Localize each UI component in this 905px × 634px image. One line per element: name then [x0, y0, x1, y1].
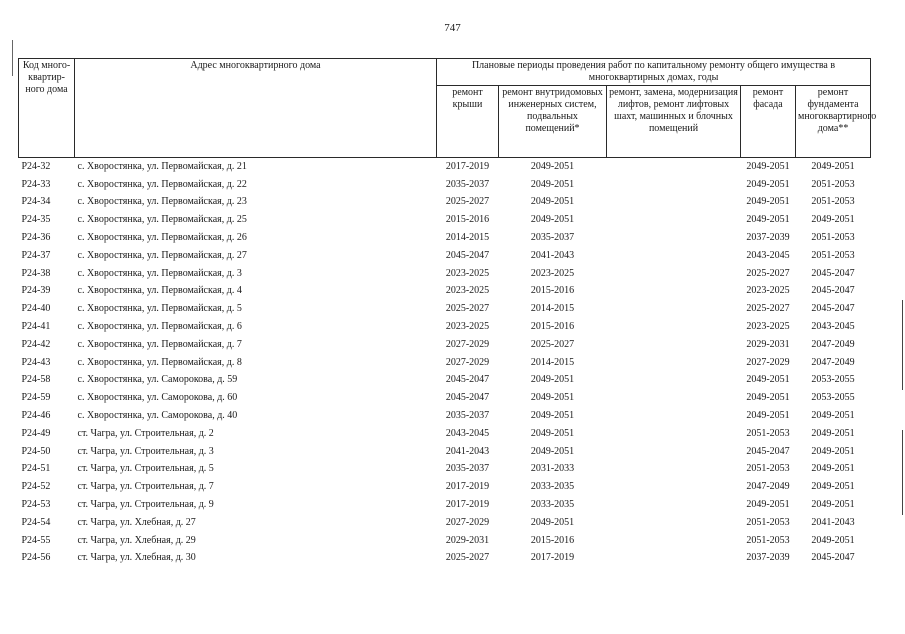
cell-engineering: 2049-2051: [530, 178, 575, 190]
cell-roof: 2029-2031: [445, 534, 490, 546]
cell-engineering: 2049-2051: [530, 214, 575, 226]
cell-code: P24-32: [21, 160, 51, 172]
cell-lifts: [607, 176, 741, 194]
cell-roof: 2014-2015: [445, 232, 490, 244]
scan-edge-mark: [12, 40, 13, 76]
cell-address: с. Хворостянка, ул. Первомайская, д. 7: [77, 338, 242, 350]
cell-lifts: [607, 229, 741, 247]
cell-engineering: 2031-2033: [530, 463, 575, 475]
cell-lifts: [607, 461, 741, 479]
cell-foundation: 2049-2051: [811, 427, 855, 439]
capital-repair-table: [18, 58, 877, 567]
cell-lifts: [607, 300, 741, 318]
table-header: [19, 59, 877, 158]
cell-facade: 2047-2049: [746, 481, 790, 493]
cell-address: ст. Чагра, ул. Строительная, д. 5: [77, 463, 214, 475]
cell-foundation: 2049-2051: [811, 445, 855, 457]
cell-code: P24-41: [21, 321, 51, 333]
table-row: [19, 389, 871, 407]
cell-facade: 2049-2051: [746, 160, 790, 172]
cell-facade: 2045-2047: [746, 445, 790, 457]
cell-engineering: 2049-2051: [530, 427, 575, 439]
cell-roof: 2041-2043: [445, 445, 490, 457]
cell-engineering: 2049-2051: [530, 410, 575, 422]
cell-facade: 2037-2039: [746, 232, 790, 244]
cell-roof: 2025-2027: [445, 552, 490, 564]
cell-engineering: 2025-2027: [530, 338, 575, 350]
cell-code: P24-59: [21, 392, 51, 404]
cell-code: P24-52: [21, 481, 51, 493]
cell-facade: 2049-2051: [746, 392, 790, 404]
cell-foundation: 2047-2049: [811, 356, 855, 368]
cell-engineering: 2015-2016: [530, 534, 575, 546]
cell-lifts: [607, 478, 741, 496]
cell-foundation: 2045-2047: [811, 303, 855, 315]
cell-code: P24-58: [21, 374, 51, 386]
header-lifts: ремонт, замена, модернизация лифтов, ремонт лифтовых шахт, машинных и блочных помещений: [607, 86, 741, 158]
cell-engineering: 2049-2051: [530, 160, 575, 172]
cell-facade: 2025-2027: [746, 267, 790, 279]
cell-lifts: [607, 336, 741, 354]
header-periods: Плановые периоды проведения работ по капитальному ремонту общего имущества в многоквартирных домах, годы: [437, 59, 871, 86]
cell-address: с. Хворостянка, ул. Первомайская, д. 3: [77, 267, 242, 279]
cell-lifts: [607, 550, 741, 568]
table-row: [19, 354, 871, 372]
table-row: [19, 176, 871, 194]
cell-code: P24-55: [21, 534, 51, 546]
cell-roof: 2027-2029: [445, 338, 490, 350]
table-row: [19, 407, 871, 425]
cell-roof: 2023-2025: [445, 267, 490, 279]
cell-code: P24-35: [21, 214, 51, 226]
table-row: [19, 247, 871, 265]
table-row: [19, 514, 871, 532]
table-row: [19, 461, 871, 479]
cell-code: P24-36: [21, 232, 51, 244]
cell-facade: 2027-2029: [746, 356, 790, 368]
cell-code: P24-33: [21, 178, 51, 190]
cell-address: ст. Чагра, ул. Хлебная, д. 29: [77, 534, 196, 546]
table-row: [19, 425, 871, 443]
header-address: Адрес многоквартирного дома: [75, 59, 437, 158]
header-foundation: ремонт фундамента многоквартирного дома**: [796, 86, 871, 158]
cell-facade: 2049-2051: [746, 410, 790, 422]
cell-code: P24-49: [21, 427, 51, 439]
cell-address: с. Хворостянка, ул. Саморокова, д. 59: [77, 374, 238, 386]
cell-roof: 2023-2025: [445, 321, 490, 333]
cell-code: P24-51: [21, 463, 51, 475]
header-engineering: ремонт внутридомовых инженерных систем, подвальных помещений*: [499, 86, 607, 158]
cell-foundation: 2049-2051: [811, 481, 855, 493]
cell-engineering: 2014-2015: [530, 356, 575, 368]
cell-facade: 2051-2053: [746, 427, 790, 439]
cell-lifts: [607, 443, 741, 461]
cell-address: ст. Чагра, ул. Строительная, д. 7: [77, 481, 214, 493]
cell-foundation: 2053-2055: [811, 374, 855, 386]
cell-address: с. Хворостянка, ул. Первомайская, д. 6: [77, 321, 242, 333]
cell-code: P24-39: [21, 285, 51, 297]
header-code: Код много-квартир-ного дома: [19, 59, 75, 158]
cell-roof: 2027-2029: [445, 356, 490, 368]
cell-facade: 2037-2039: [746, 552, 790, 564]
cell-engineering: 2033-2035: [530, 499, 575, 511]
cell-roof: 2045-2047: [445, 249, 490, 261]
cell-foundation: 2051-2053: [811, 232, 855, 244]
cell-address: с. Хворостянка, ул. Первомайская, д. 23: [77, 196, 247, 208]
cell-address: ст. Чагра, ул. Строительная, д. 2: [77, 427, 214, 439]
cell-code: P24-46: [21, 410, 51, 422]
cell-foundation: 2049-2051: [811, 534, 855, 546]
cell-lifts: [607, 194, 741, 212]
table-row: [19, 194, 871, 212]
header-roof: ремонт крыши: [437, 86, 499, 158]
cell-roof: 2015-2016: [445, 214, 490, 226]
cell-address: ст. Чагра, ул. Хлебная, д. 27: [77, 516, 196, 528]
cell-code: P24-54: [21, 516, 51, 528]
cell-lifts: [607, 532, 741, 550]
cell-roof: 2017-2019: [445, 160, 490, 172]
cell-facade: 2049-2051: [746, 214, 790, 226]
table-row: [19, 372, 871, 390]
cell-facade: 2051-2053: [746, 516, 790, 528]
cell-foundation: 2051-2053: [811, 196, 855, 208]
cell-lifts: [607, 407, 741, 425]
cell-engineering: 2015-2016: [530, 285, 575, 297]
cell-address: с. Хворостянка, ул. Саморокова, д. 40: [77, 410, 238, 422]
cell-code: P24-34: [21, 196, 51, 208]
cell-facade: 2049-2051: [746, 196, 790, 208]
cell-lifts: [607, 354, 741, 372]
cell-code: P24-37: [21, 249, 51, 261]
cell-foundation: 2043-2045: [811, 321, 855, 333]
cell-lifts: [607, 283, 741, 301]
table-row: [19, 265, 871, 283]
cell-facade: 2043-2045: [746, 249, 790, 261]
cell-foundation: 2049-2051: [811, 214, 855, 226]
cell-roof: 2035-2037: [445, 410, 490, 422]
cell-lifts: [607, 247, 741, 265]
cell-lifts: [607, 211, 741, 229]
cell-engineering: 2049-2051: [530, 196, 575, 208]
cell-facade: 2051-2053: [746, 463, 790, 475]
cell-roof: 2017-2019: [445, 481, 490, 493]
cell-facade: 2049-2051: [746, 499, 790, 511]
table-row: [19, 229, 871, 247]
cell-engineering: 2049-2051: [530, 445, 575, 457]
cell-address: с. Хворостянка, ул. Первомайская, д. 26: [77, 232, 247, 244]
cell-address: с. Хворостянка, ул. Первомайская, д. 5: [77, 303, 242, 315]
cell-foundation: 2049-2051: [811, 463, 855, 475]
cell-foundation: 2051-2053: [811, 249, 855, 261]
cell-address: с. Хворостянка, ул. Первомайская, д. 25: [77, 214, 247, 226]
cell-engineering: 2049-2051: [530, 516, 575, 528]
table-row: [19, 283, 871, 301]
cell-roof: 2035-2037: [445, 463, 490, 475]
cell-roof: 2043-2045: [445, 427, 490, 439]
cell-engineering: 2033-2035: [530, 481, 575, 493]
cell-lifts: [607, 372, 741, 390]
table-row: [19, 158, 871, 176]
cell-address: ст. Чагра, ул. Строительная, д. 9: [77, 499, 214, 511]
cell-roof: 2045-2047: [445, 392, 490, 404]
cell-code: P24-50: [21, 445, 51, 457]
page-number: 747: [444, 22, 461, 34]
cell-engineering: 2023-2025: [530, 267, 575, 279]
cell-engineering: 2049-2051: [530, 374, 575, 386]
cell-facade: 2051-2053: [746, 534, 790, 546]
cell-address: с. Хворостянка, ул. Первомайская, д. 21: [77, 160, 247, 172]
cell-foundation: 2051-2053: [811, 178, 855, 190]
cell-facade: 2049-2051: [746, 178, 790, 190]
cell-lifts: [607, 265, 741, 283]
table-row: [19, 336, 871, 354]
cell-engineering: 2035-2037: [530, 232, 575, 244]
cell-engineering: 2049-2051: [530, 392, 575, 404]
cell-roof: 2017-2019: [445, 499, 490, 511]
cell-roof: 2025-2027: [445, 303, 490, 315]
cell-roof: 2023-2025: [445, 285, 490, 297]
cell-engineering: 2041-2043: [530, 249, 575, 261]
header-facade: ремонт фасада: [741, 86, 796, 158]
cell-foundation: 2045-2047: [811, 267, 855, 279]
cell-facade: 2049-2051: [746, 374, 790, 386]
cell-facade: 2023-2025: [746, 285, 790, 297]
cell-address: с. Хворостянка, ул. Первомайская, д. 22: [77, 178, 247, 190]
table-row: [19, 211, 871, 229]
cell-foundation: 2049-2051: [811, 410, 855, 422]
cell-address: с. Хворостянка, ул. Первомайская, д. 8: [77, 356, 242, 368]
table-row: [19, 496, 871, 514]
cell-lifts: [607, 514, 741, 532]
cell-address: ст. Чагра, ул. Хлебная, д. 30: [77, 552, 196, 564]
cell-lifts: [607, 158, 741, 176]
table-row: [19, 443, 871, 461]
cell-code: P24-38: [21, 267, 51, 279]
cell-code: P24-42: [21, 338, 51, 350]
table-row: [19, 478, 871, 496]
cell-foundation: 2053-2055: [811, 392, 855, 404]
cell-address: с. Хворостянка, ул. Первомайская, д. 27: [77, 249, 247, 261]
cell-engineering: 2017-2019: [530, 552, 575, 564]
cell-code: P24-43: [21, 356, 51, 368]
cell-lifts: [607, 496, 741, 514]
cell-engineering: 2014-2015: [530, 303, 575, 315]
cell-lifts: [607, 318, 741, 336]
table-row: [19, 550, 871, 568]
cell-facade: 2025-2027: [746, 303, 790, 315]
cell-roof: 2045-2047: [445, 374, 490, 386]
cell-foundation: 2045-2047: [811, 285, 855, 297]
scan-edge-mark: [902, 300, 903, 390]
cell-roof: 2027-2029: [445, 516, 490, 528]
scan-edge-mark: [902, 430, 903, 515]
cell-facade: 2023-2025: [746, 321, 790, 333]
cell-foundation: 2047-2049: [811, 338, 855, 350]
cell-address: с. Хворостянка, ул. Саморокова, д. 60: [77, 392, 238, 404]
cell-lifts: [607, 425, 741, 443]
cell-roof: 2025-2027: [445, 196, 490, 208]
cell-address: с. Хворостянка, ул. Первомайская, д. 4: [77, 285, 242, 297]
cell-facade: 2029-2031: [746, 338, 790, 350]
cell-engineering: 2015-2016: [530, 321, 575, 333]
cell-address: ст. Чагра, ул. Строительная, д. 3: [77, 445, 214, 457]
table-row: [19, 300, 871, 318]
table-row: [19, 318, 871, 336]
cell-code: P24-40: [21, 303, 51, 315]
cell-code: P24-53: [21, 499, 51, 511]
cell-foundation: 2049-2051: [811, 499, 855, 511]
table-row: [19, 532, 871, 550]
cell-foundation: 2049-2051: [811, 160, 855, 172]
cell-foundation: 2041-2043: [811, 516, 855, 528]
cell-roof: 2035-2037: [445, 178, 490, 190]
cell-foundation: 2045-2047: [811, 552, 855, 564]
cell-code: P24-56: [21, 552, 51, 564]
cell-lifts: [607, 389, 741, 407]
table-body: [19, 158, 871, 568]
